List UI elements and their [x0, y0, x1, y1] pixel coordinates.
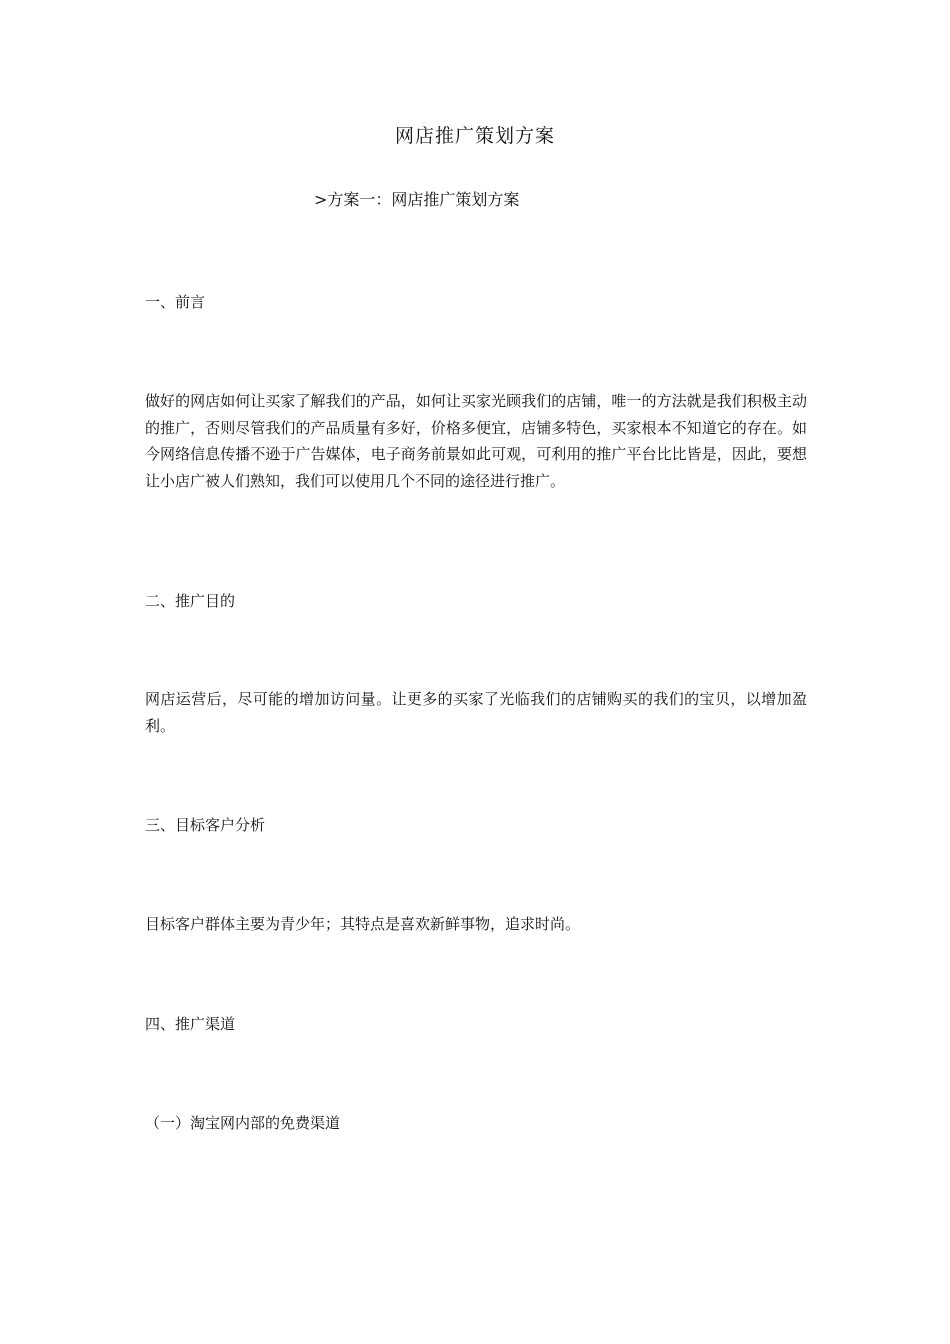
section-paragraph-preface: 做好的网店如何让买家了解我们的产品，如何让买家光顾我们的店铺，唯一的方法就是我们积极主动的推广，否则尽管我们的产品质量有多好，价格多便宜，店铺多特色，买家根本不知道它的存在。如今网络信息传播不逊于广告媒体，电子商务前景如此可观，可利用的推广平台比比皆是，因此，要想让小店广被人们熟知，我们可以使用几个不同的途径进行推广。 — [145, 392, 807, 490]
document-subtitle: >方案一：网店推广策划方案 — [314, 190, 520, 209]
section-heading-channels: 四、推广渠道 — [145, 1015, 236, 1033]
section-heading-preface: 一、前言 — [145, 293, 206, 311]
section-heading-purpose: 二、推广目的 — [145, 592, 236, 610]
section-paragraph-target-customers: 目标客户群体主要为青少年；其特点是喜欢新鲜事物，追求时尚。 — [145, 915, 581, 933]
document-title: 网店推广策划方案 — [394, 125, 555, 147]
subsection-heading-free-channels: （一）淘宝网内部的免费渠道 — [145, 1114, 341, 1132]
section-paragraph-purpose: 网店运营后，尽可能的增加访问量。让更多的买家了光临我们的店铺购买的我们的宝贝，以增加盈利。 — [145, 690, 807, 735]
section-heading-target-customers: 三、目标客户分析 — [145, 816, 266, 834]
